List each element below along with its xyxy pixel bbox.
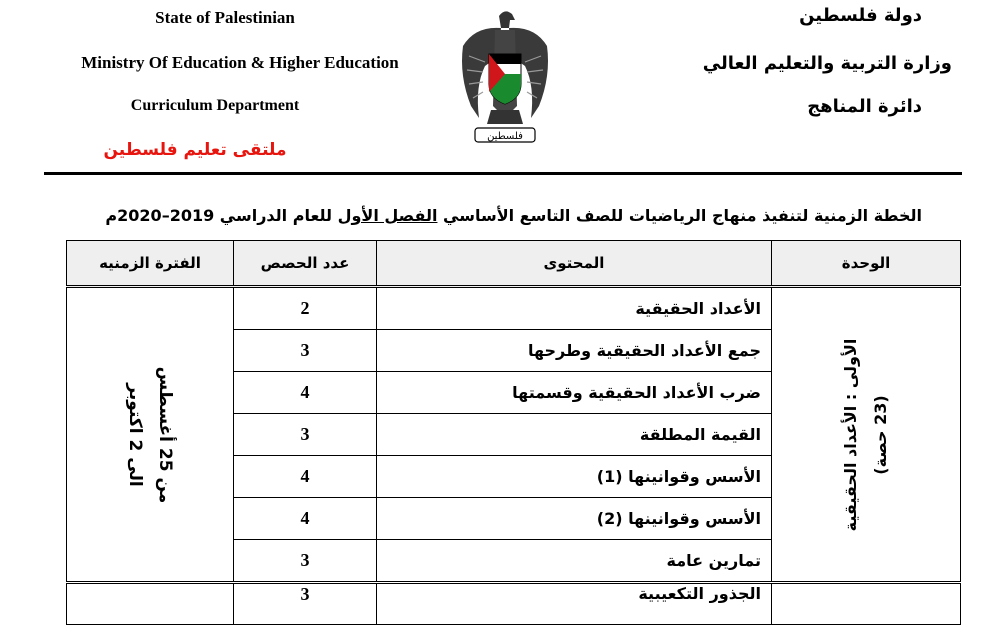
arabic-ministry-name: وزارة التربية والتعليم العالي	[702, 53, 952, 74]
unit-cell	[772, 287, 961, 583]
period-cell	[67, 287, 234, 583]
plan-title-start: الخطة الزمنية لتنفيذ منهاج الرياضيات للصف التاسع الأساسي	[437, 206, 922, 225]
header-content: المحتوى	[377, 241, 772, 287]
lesson-count: 3	[234, 330, 377, 372]
plan-title-end: للعام الدراسي 2019–2020م	[105, 206, 338, 225]
unit-label	[836, 338, 896, 531]
lesson-content: الأسس وقوانينها (2)	[377, 498, 772, 540]
header-unit: الوحدة	[772, 241, 961, 287]
lesson-content: القيمة المطلقة	[377, 414, 772, 456]
table-header-row	[67, 241, 961, 287]
lesson-content: الجذور التكعيبية	[377, 583, 772, 625]
lesson-count: 3	[234, 414, 377, 456]
lesson-count: 4	[234, 456, 377, 498]
arabic-state-name: دولة فلسطين	[799, 5, 922, 26]
lesson-count: 4	[234, 498, 377, 540]
period-from: من 25 أغسطس	[155, 366, 175, 503]
period-to: الى 2 اكتوبر	[125, 382, 145, 487]
lesson-count: 2	[234, 287, 377, 330]
period-label	[120, 366, 180, 503]
table-row	[67, 583, 961, 625]
table-row	[67, 287, 961, 330]
unit-title: الأولى : الأعداد الحقيقية	[841, 338, 860, 531]
unit-lessons: (23 حصة)	[871, 394, 890, 475]
plan-title-semester: الفصل الأول	[337, 206, 438, 225]
english-department-name: Curriculum Department	[130, 97, 300, 114]
palestine-eagle-emblem-icon	[455, 6, 555, 156]
plan-title	[105, 206, 922, 225]
header-count: عدد الحصص	[234, 241, 377, 287]
emblem-caption: فلسطين	[487, 131, 523, 142]
lesson-count: 3	[234, 583, 377, 625]
lesson-content: تمارين عامة	[377, 540, 772, 583]
lesson-content: الأسس وقوانينها (1)	[377, 456, 772, 498]
header-divider	[44, 172, 962, 175]
lesson-content: ضرب الأعداد الحقيقية وقسمتها	[377, 372, 772, 414]
lesson-content: جمع الأعداد الحقيقية وطرحها	[377, 330, 772, 372]
plan-table	[66, 240, 961, 625]
forum-name: ملتقى تعليم فلسطين	[103, 140, 287, 160]
lesson-count: 4	[234, 372, 377, 414]
header-period: الفترة الزمنيه	[67, 241, 234, 287]
lesson-content: الأعداد الحقيقية	[377, 287, 772, 330]
english-state-name: State of Palestinian	[155, 8, 295, 27]
period-cell	[67, 583, 234, 625]
lesson-count: 3	[234, 540, 377, 583]
unit-cell	[772, 583, 961, 625]
english-ministry-name: Ministry Of Education & Higher Education	[81, 53, 399, 72]
arabic-department-name: دائرة المناهج	[807, 96, 922, 117]
